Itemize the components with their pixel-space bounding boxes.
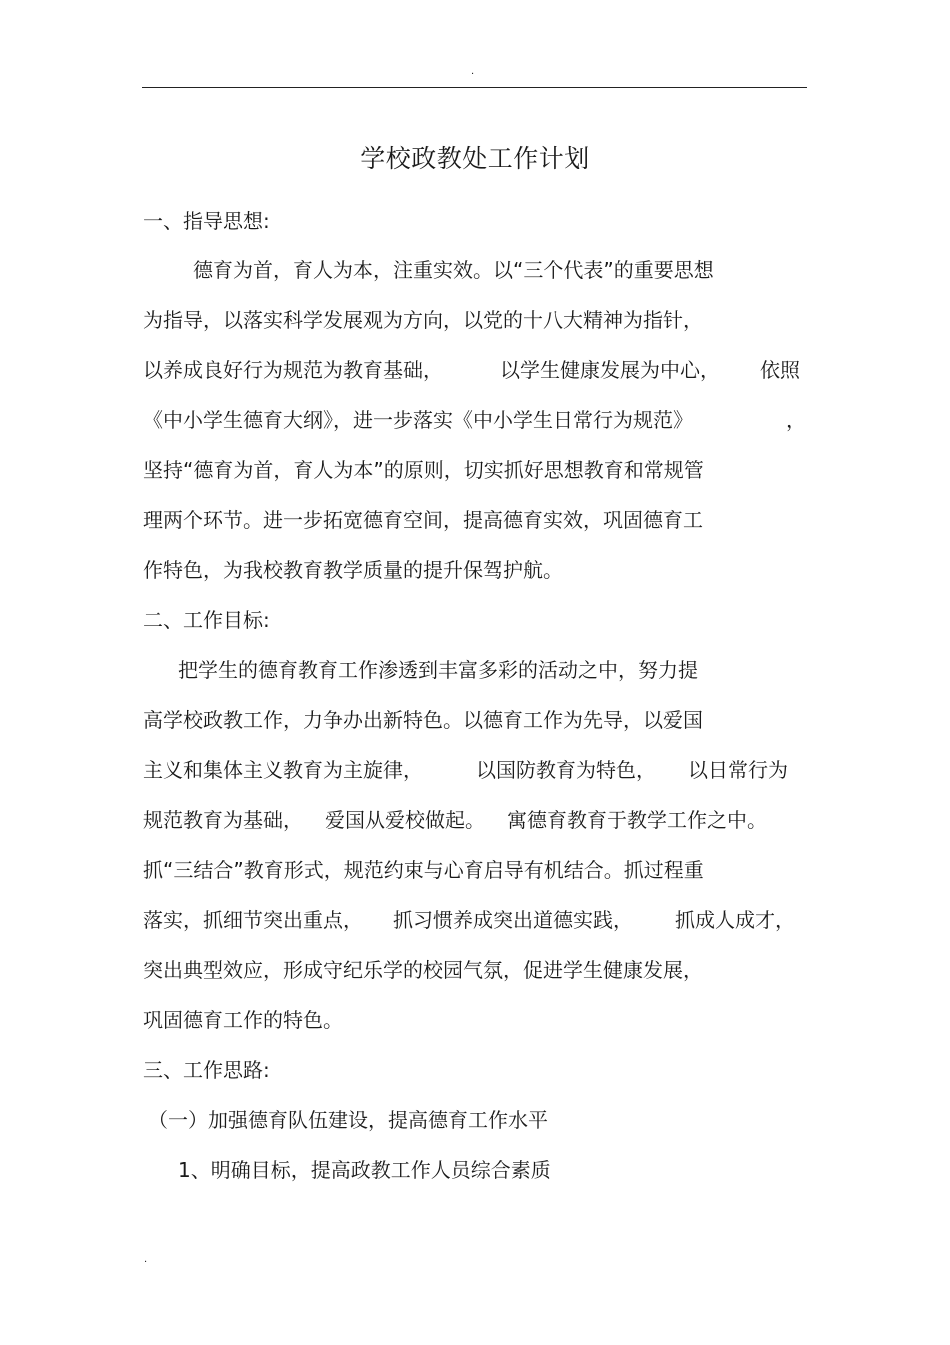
paragraph-line: 寓德育教育于教学工作之中。 bbox=[507, 808, 767, 832]
subsection-item: 1、明确目标，提高政教工作人员综合素质 bbox=[178, 1158, 551, 1182]
paragraph-line: 高学校政教工作，力争办出新特色。以德育工作为先导，以爱国 bbox=[143, 708, 703, 732]
paragraph-line: 坚持“德育为首，育人为本”的原则，切实抓好思想教育和常规管 bbox=[143, 458, 704, 482]
paragraph-line: 爱国从爱校做起。 bbox=[325, 808, 485, 832]
section-heading-3: 三、工作思路: bbox=[143, 1058, 270, 1082]
paragraph-line: 抓成人成才， bbox=[675, 908, 795, 932]
paragraph-line: 《中小学生德育大纲》，进一步落实《中小学生日常行为规范》 bbox=[143, 408, 693, 432]
paragraph-line: 突出典型效应，形成守纪乐学的校园气氛，促进学生健康发展， bbox=[143, 958, 703, 982]
paragraph-line: 抓习惯养成突出道德实践， bbox=[393, 908, 633, 932]
subsection-heading: （一）加强德育队伍建设，提高德育工作水平 bbox=[148, 1108, 548, 1132]
paragraph-line: 巩固德育工作的特色。 bbox=[143, 1008, 343, 1032]
section-heading-2: 二、工作目标: bbox=[143, 608, 270, 632]
paragraph-line: 为指导，以落实科学发展观为方向，以党的十八大精神为指针， bbox=[143, 308, 703, 332]
paragraph-line: ， bbox=[786, 408, 806, 432]
paragraph-line: 作特色，为我校教育教学质量的提升保驾护航。 bbox=[143, 558, 563, 582]
paragraph-line: 以学生健康发展为中心， bbox=[500, 358, 720, 382]
paragraph-line: 以养成良好行为规范为教育基础， bbox=[143, 358, 443, 382]
footer-mark: . bbox=[144, 1254, 148, 1265]
paragraph-line: 抓“三结合”教育形式，规范约束与心育启导有机结合。抓过程重 bbox=[143, 858, 704, 882]
paragraph-line: 德育为首，育人为本，注重实效。以“三个代表”的重要思想 bbox=[193, 258, 714, 282]
paragraph-line: 理两个环节。进一步拓宽德育空间，提高德育实效，巩固德育工 bbox=[143, 508, 703, 532]
header-rule bbox=[142, 87, 807, 88]
paragraph-line: 主义和集体主义教育为主旋律， bbox=[143, 758, 423, 782]
paragraph-line: 以日常行为 bbox=[688, 758, 788, 782]
paragraph-line: 落实，抓细节突出重点， bbox=[143, 908, 363, 932]
header-mark: . bbox=[471, 66, 475, 77]
paragraph-line: 依照 bbox=[760, 358, 800, 382]
section-heading-1: 一、指导思想: bbox=[143, 209, 270, 233]
paragraph-line: 把学生的德育教育工作渗透到丰富多彩的活动之中，努力提 bbox=[178, 658, 698, 682]
document-title: 学校政教处工作计划 bbox=[360, 144, 590, 173]
paragraph-line: 规范教育为基础， bbox=[143, 808, 303, 832]
paragraph-line: 以国防教育为特色， bbox=[476, 758, 656, 782]
